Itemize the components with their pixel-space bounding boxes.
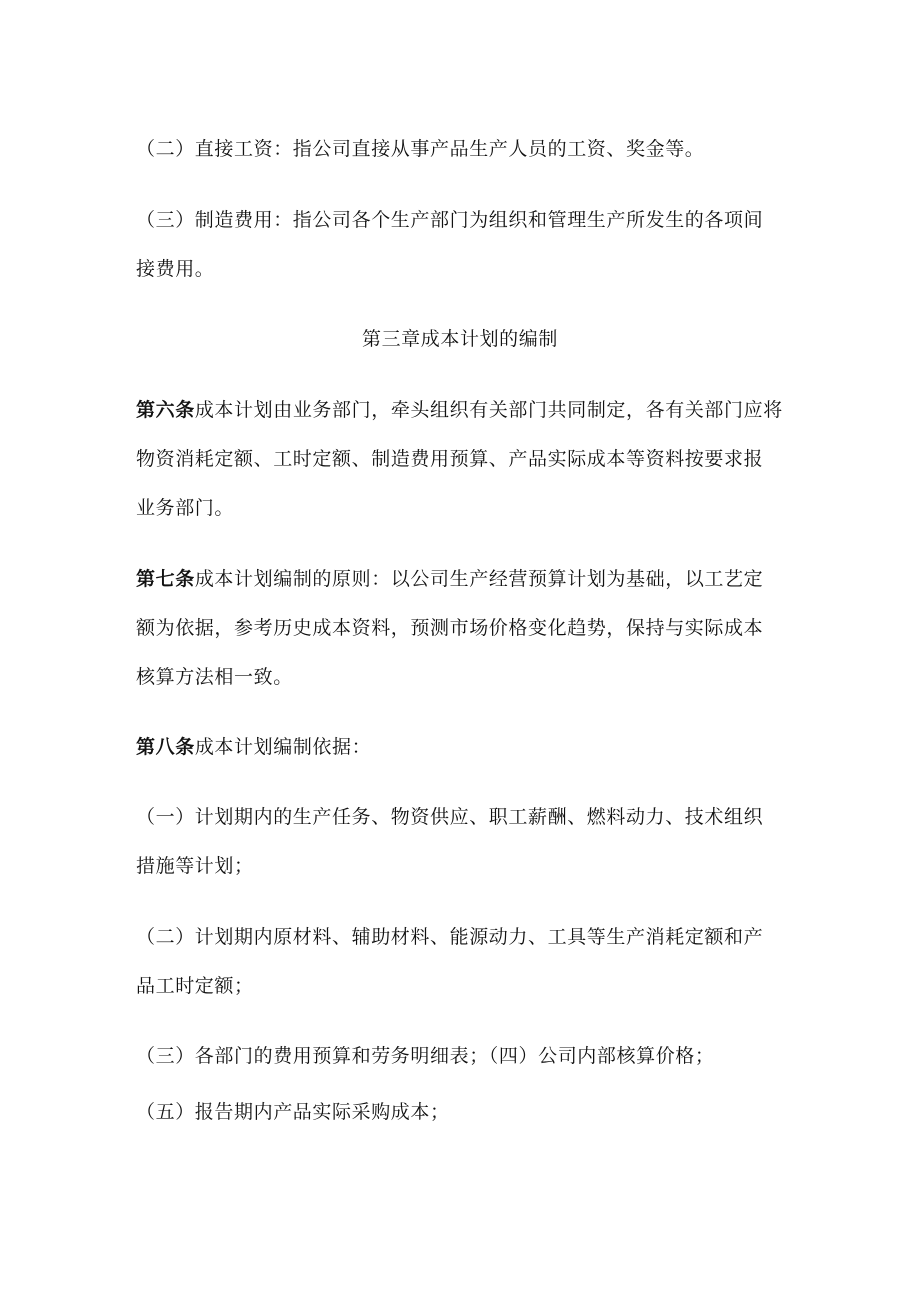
basis-item-two-line2: 品工时定额；	[136, 975, 254, 997]
paragraph-manufacturing-cost-line2: 接费用。	[136, 258, 215, 280]
basis-items-three-four: （三）各部门的费用预算和劳务明细表；（四）公司内部核算价格；	[136, 1045, 715, 1067]
article-seven-text: 成本计划编制的原则：以公司生产经营预算计划为基础，以工艺定	[194, 568, 764, 590]
chapter-heading: 第三章成本计划的编制	[361, 328, 558, 350]
article-seven-label: 第七条	[136, 568, 195, 590]
article-six-text: 成本计划由业务部门，牵头组织有关部门共同制定，各有关部门应将	[194, 399, 783, 421]
basis-item-five: （五）报告期内产品实际采购成本；	[136, 1101, 450, 1123]
basis-item-one-line2: 措施等计划；	[136, 855, 254, 877]
basis-item-two-line1: （二）计划期内原材料、辅助材料、能源动力、工具等生产消耗定额和产	[136, 926, 764, 948]
article-seven-line2: 额为依据，参考历史成本资料，预测市场价格变化趋势，保持与实际成本	[136, 617, 764, 639]
basis-item-one-line1: （一）计划期内的生产任务、物资供应、职工薪酬、燃料动力、技术组织	[136, 806, 764, 828]
article-eight-text: 成本计划编制依据：	[194, 736, 372, 758]
article-eight-label: 第八条	[136, 736, 195, 758]
article-seven-line1	[136, 566, 796, 592]
article-seven-line3: 核算方法相一致。	[136, 666, 293, 688]
article-six-line3: 业务部门。	[136, 497, 235, 519]
paragraph-manufacturing-cost-line1: （三）制造费用：指公司各个生产部门为组织和管理生产所发生的各项间	[136, 209, 764, 231]
article-six-line2: 物资消耗定额、工时定额、制造费用预算、产品实际成本等资料按要求报	[136, 448, 764, 470]
paragraph-direct-wages: （二）直接工资：指公司直接从事产品生产人员的工资、奖金等。	[136, 138, 705, 160]
article-six-line1	[136, 397, 796, 423]
article-six-label: 第六条	[136, 399, 195, 421]
article-eight-line1	[136, 734, 796, 760]
